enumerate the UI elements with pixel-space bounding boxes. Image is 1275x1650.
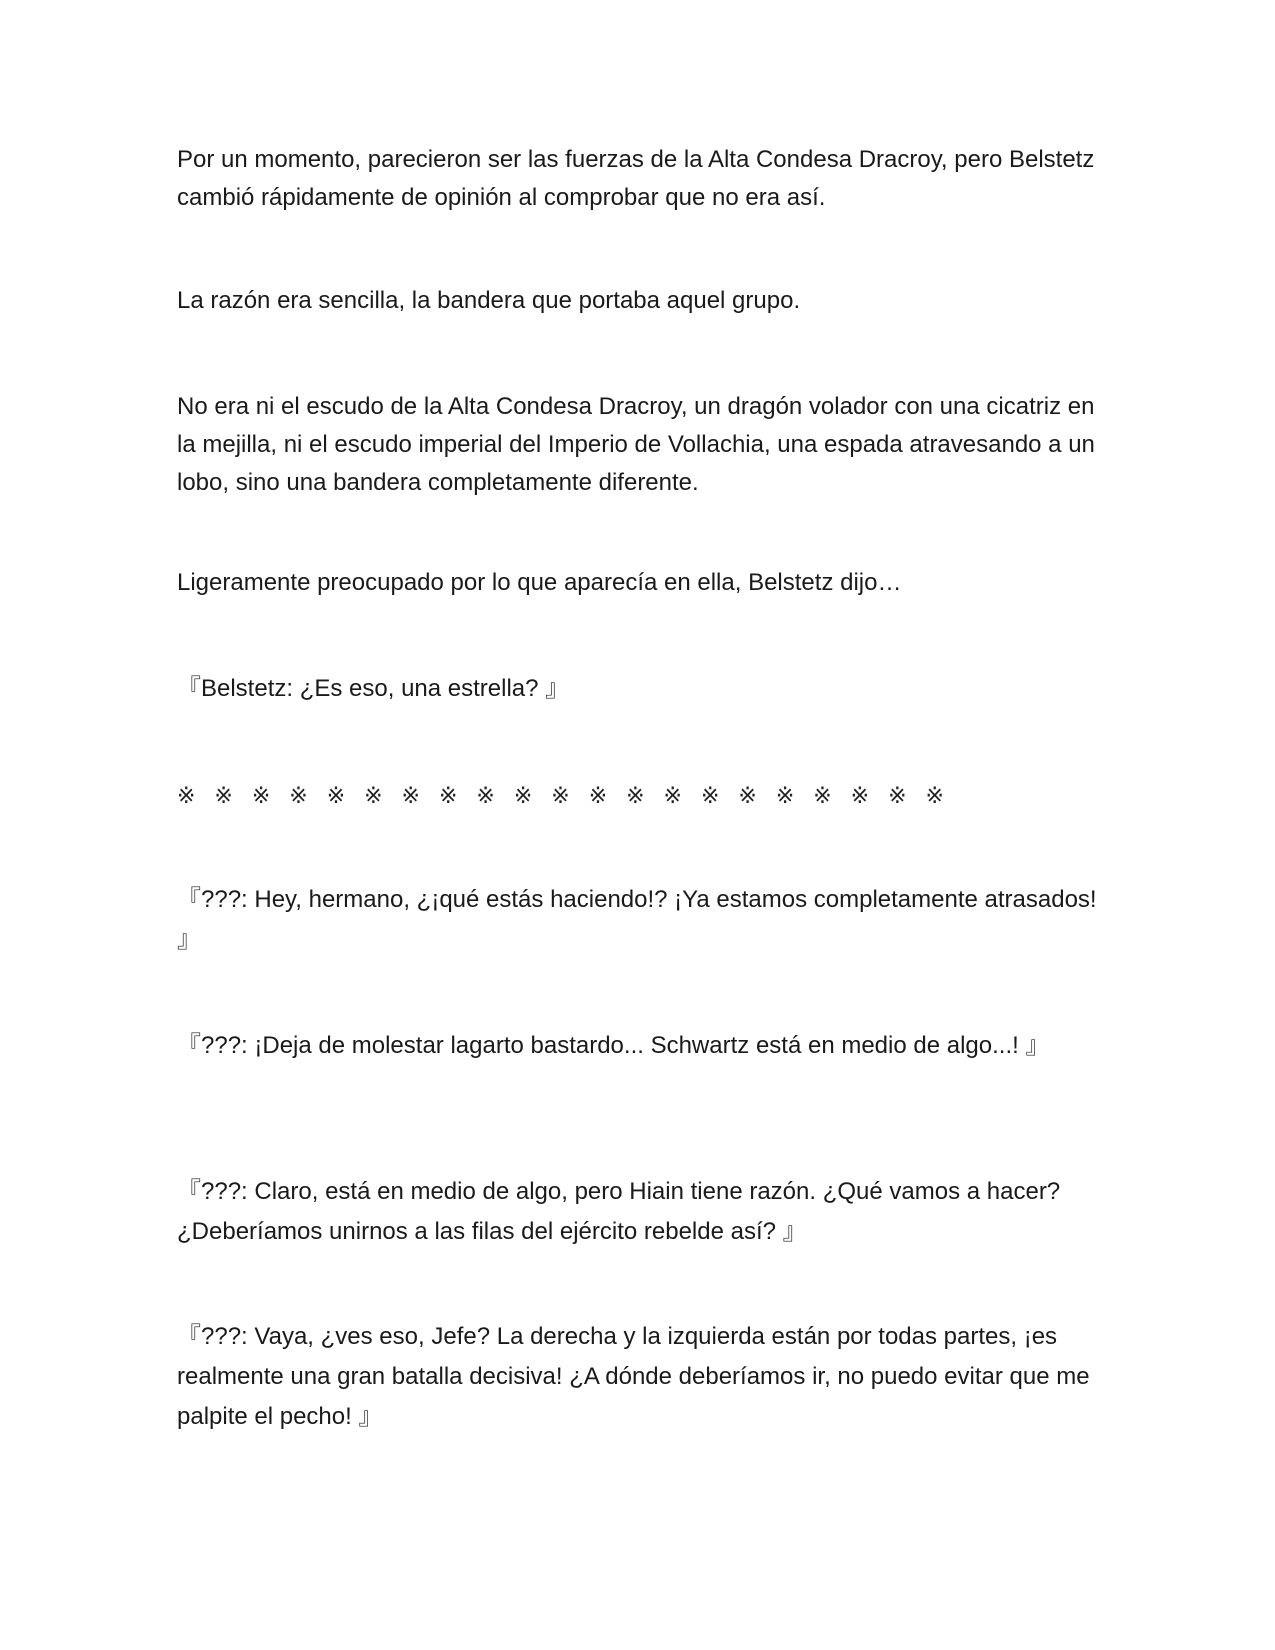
- dialogue-4: 『???: Vaya, ¿ves eso, Jefe? La derecha y la izquierda están por todas partes, ¡es realmente una gran batalla decisiva! ¿A dónde deberíamos ir, no puedo evitar que me palpite el pecho! 』: [177, 1323, 1090, 1430]
- dialogue-belstetz: 『Belstetz: ¿Es eso, una estrella? 』: [177, 675, 570, 702]
- dialogue-2: 『???: ¡Deja de molestar lagarto bastardo... Schwartz está en medio de algo...! 』: [177, 1032, 1050, 1059]
- dialogue-1: 『???: Hey, hermano, ¿¡qué estás haciendo!? ¡Ya estamos completamente atrasados! 』: [177, 886, 1097, 953]
- paragraph-2: La razón era sencilla, la bandera que portaba aquel grupo.: [177, 287, 801, 314]
- paragraph-1: Por un momento, parecieron ser las fuerzas de la Alta Condesa Dracroy, pero Belstetz cambió rápidamente de opinión al comprobar que no era así.: [177, 146, 1095, 211]
- dialogue-3: 『???: Claro, está en medio de algo, pero Hiain tiene razón. ¿Qué vamos a hacer? ¿Deberíamos unirnos a las filas del ejército rebelde así? 』: [177, 1178, 1061, 1245]
- scene-separator: ※ ※ ※ ※ ※ ※ ※ ※ ※ ※ ※ ※ ※ ※ ※ ※ ※ ※ ※ ※ ※: [177, 784, 950, 809]
- paragraph-4: Ligeramente preocupado por lo que aparecía en ella, Belstetz dijo…: [177, 569, 902, 596]
- paragraph-3: No era ni el escudo de la Alta Condesa Dracroy, un dragón volador con una cicatriz en la mejilla, ni el escudo imperial del Imperio de Vollachia, una espada atravesando a un lobo, sino una bandera completamente diferente.: [177, 393, 1095, 496]
